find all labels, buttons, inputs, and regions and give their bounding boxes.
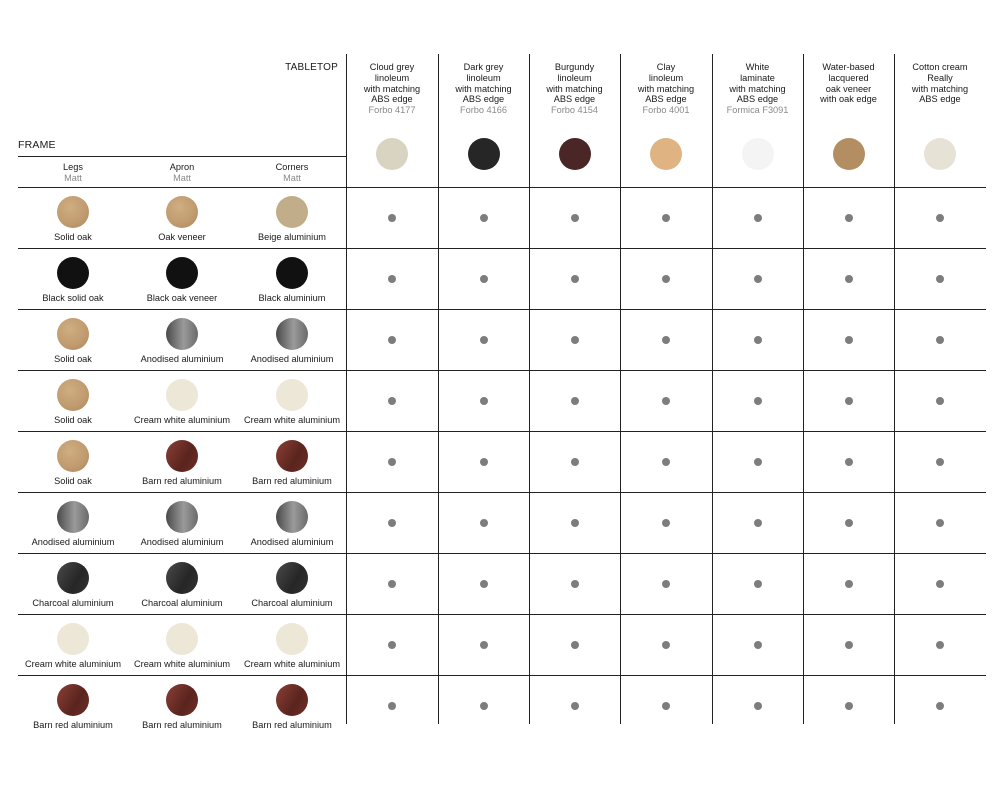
tabletop-heading: TABLETOP [285,62,338,73]
frame-heading: FRAME [18,139,56,151]
frame-column-finish: Matt [64,172,82,183]
availability-dot [571,519,579,527]
tabletop-code: Forbo 4177 [368,105,416,116]
apron-swatch [166,379,198,411]
legs-label: Anodised aluminium [31,537,115,547]
legs-label: Solid oak [54,232,92,242]
availability-dot [388,275,396,283]
corners-swatch [276,196,308,228]
frame-column-header-corners [237,162,347,183]
tabletop-header-3 [529,62,620,116]
availability-dot [480,641,488,649]
availability-dot [754,458,762,466]
frame-header-rule [18,156,346,157]
column-divider [529,54,530,724]
availability-dot [662,214,670,222]
tabletop-header-5 [712,62,803,116]
tabletop-swatch [833,138,865,170]
column-divider [438,54,439,724]
row-divider [18,614,986,615]
availability-dot [388,397,396,405]
tabletop-swatch [650,138,682,170]
availability-dot [936,275,944,283]
tabletop-swatch [924,138,956,170]
tabletop-swatch [468,138,500,170]
availability-dot [571,214,579,222]
availability-dot [662,458,670,466]
availability-dot [480,275,488,283]
apron-label: Charcoal aluminium [141,598,223,608]
availability-dot [845,580,853,588]
tabletop-name-line: linoleum [374,72,410,83]
availability-dot [480,458,488,466]
apron-label: Cream white aluminium [134,659,230,669]
availability-dot [480,214,488,222]
tabletop-code: Formica F3091 [726,105,789,116]
corners-swatch [276,562,308,594]
tabletop-name-line: Clay [656,62,676,72]
corners-label: Anodised aluminium [250,537,334,547]
column-divider [894,54,895,724]
corners-label: Beige aluminium [258,232,326,242]
corners-swatch [276,379,308,411]
apron-swatch [166,562,198,594]
availability-dot [845,458,853,466]
row-divider [18,309,986,310]
availability-dot [571,458,579,466]
availability-dot [845,641,853,649]
corners-swatch [276,623,308,655]
tabletop-name-line: oak veneer [825,83,872,94]
frame-column-header-apron [127,162,237,183]
apron-swatch [166,623,198,655]
corners-swatch [276,257,308,289]
legs-swatch [57,501,89,533]
availability-dot [480,580,488,588]
tabletop-name-line: lacquered [828,72,869,83]
tabletop-header-7 [894,62,986,105]
tabletop-name-line: linoleum [466,72,501,83]
corners-swatch [276,501,308,533]
availability-dot [388,702,396,710]
availability-dot [754,519,762,527]
tabletop-name-line: with matching [546,83,603,94]
tabletop-name-line: ABS edge [462,94,505,105]
tabletop-name-line: with matching [729,83,786,94]
apron-label: Oak veneer [158,232,206,242]
legs-label: Solid oak [54,354,92,364]
row-divider [18,187,986,188]
tabletop-name-line: Really [927,72,953,83]
legs-label: Charcoal aluminium [32,598,114,608]
tabletop-name-line: with matching [637,83,695,94]
availability-dot [754,336,762,344]
frame-column-name: Corners [275,162,309,172]
row-divider [18,553,986,554]
availability-dot [480,519,488,527]
legs-label: Black solid oak [42,293,104,303]
tabletop-swatch [376,138,408,170]
availability-dot [936,214,944,222]
tabletop-name-line: ABS edge [645,94,687,105]
availability-dot [388,580,396,588]
tabletop-name-line: Burgundy [554,62,595,72]
availability-dot [480,336,488,344]
tabletop-name-line: Cloud grey [369,62,415,72]
row-divider [18,492,986,493]
row-divider [18,675,986,676]
availability-dot [662,519,670,527]
availability-dot [754,214,762,222]
availability-dot [754,702,762,710]
tabletop-name-line: with matching [911,83,969,94]
availability-dot [388,519,396,527]
apron-swatch [166,318,198,350]
legs-swatch [57,196,89,228]
apron-swatch [166,257,198,289]
tabletop-name-line: ABS edge [736,94,779,105]
corners-label: Barn red aluminium [252,476,332,486]
legs-label: Barn red aluminium [33,720,113,730]
column-divider [803,54,804,724]
legs-label: Solid oak [54,476,92,486]
frame-column-name: Legs [63,162,83,172]
frame-column-header-legs [18,162,128,183]
apron-swatch [166,440,198,472]
tabletop-name-line: ABS edge [919,94,961,105]
tabletop-swatch [742,138,774,170]
apron-label: Cream white aluminium [134,415,230,425]
availability-dot [936,397,944,405]
tabletop-name-line: ABS edge [371,94,413,105]
tabletop-code: Forbo 4166 [460,105,507,116]
availability-dot [388,336,396,344]
availability-dot [845,519,853,527]
row-divider [18,248,986,249]
availability-dot [936,458,944,466]
corners-swatch [276,318,308,350]
availability-dot [754,580,762,588]
corners-label: Barn red aluminium [252,720,332,730]
availability-dot [936,580,944,588]
availability-dot [480,397,488,405]
availability-dot [571,580,579,588]
legs-swatch [57,318,89,350]
tabletop-header-4 [620,62,712,116]
legs-swatch [57,257,89,289]
apron-label: Barn red aluminium [142,476,222,486]
availability-dot [754,641,762,649]
tabletop-name-line: with matching [363,83,421,94]
tabletop-name-line: linoleum [648,72,684,83]
row-divider [18,431,986,432]
availability-dot [845,397,853,405]
frame-column-finish: Matt [173,172,191,183]
availability-dot [571,702,579,710]
availability-dot [936,519,944,527]
corners-label: Black aluminium [258,293,326,303]
tabletop-header-1 [346,62,438,116]
legs-label: Solid oak [54,415,92,425]
corners-label: Cream white aluminium [244,415,340,425]
legs-swatch [57,684,89,716]
availability-dot [480,702,488,710]
availability-dot [662,397,670,405]
tabletop-name-line: with oak edge [820,94,877,105]
legs-swatch [57,440,89,472]
availability-dot [571,641,579,649]
availability-dot [754,275,762,283]
apron-label: Anodised aluminium [140,537,224,547]
column-divider [620,54,621,724]
column-divider [712,54,713,724]
legs-label: Cream white aluminium [25,659,121,669]
availability-dot [388,641,396,649]
tabletop-header-2 [438,62,529,116]
availability-dot [662,641,670,649]
tabletop-name-line: Cotton cream [912,62,968,72]
tabletop-name-line: laminate [740,72,775,83]
apron-label: Barn red aluminium [142,720,222,730]
availability-dot [571,397,579,405]
apron-swatch [166,684,198,716]
availability-dot [936,702,944,710]
tabletop-swatch [559,138,591,170]
apron-swatch [166,196,198,228]
frame-column-name: Apron [169,162,195,172]
frame-column-finish: Matt [283,172,301,183]
tabletop-code: Forbo 4001 [642,105,690,116]
availability-dot [388,458,396,466]
tabletop-name-line: with matching [455,83,512,94]
corners-swatch [276,684,308,716]
tabletop-name-line: linoleum [557,72,592,83]
availability-dot [571,275,579,283]
availability-dot [662,336,670,344]
availability-dot [662,702,670,710]
legs-swatch [57,562,89,594]
tabletop-name-line: White [745,62,770,72]
tabletop-name-line: Dark grey [463,62,504,72]
row-divider [18,370,986,371]
availability-dot [845,702,853,710]
legs-swatch [57,379,89,411]
corners-label: Cream white aluminium [244,659,340,669]
availability-dot [936,336,944,344]
availability-dot [845,214,853,222]
availability-dot [662,275,670,283]
availability-dot [388,214,396,222]
availability-dot [571,336,579,344]
corners-swatch [276,440,308,472]
tabletop-header-6 [803,62,894,105]
column-divider [346,54,347,724]
tabletop-name-line: ABS edge [553,94,596,105]
availability-dot [936,641,944,649]
corners-label: Anodised aluminium [250,354,334,364]
availability-dot [662,580,670,588]
apron-swatch [166,501,198,533]
availability-dot [845,275,853,283]
availability-dot [845,336,853,344]
legs-swatch [57,623,89,655]
tabletop-code: Forbo 4154 [551,105,598,116]
tabletop-name-line: Water-based [822,62,875,72]
apron-label: Anodised aluminium [140,354,224,364]
availability-dot [754,397,762,405]
apron-label: Black oak veneer [146,293,218,303]
corners-label: Charcoal aluminium [251,598,333,608]
